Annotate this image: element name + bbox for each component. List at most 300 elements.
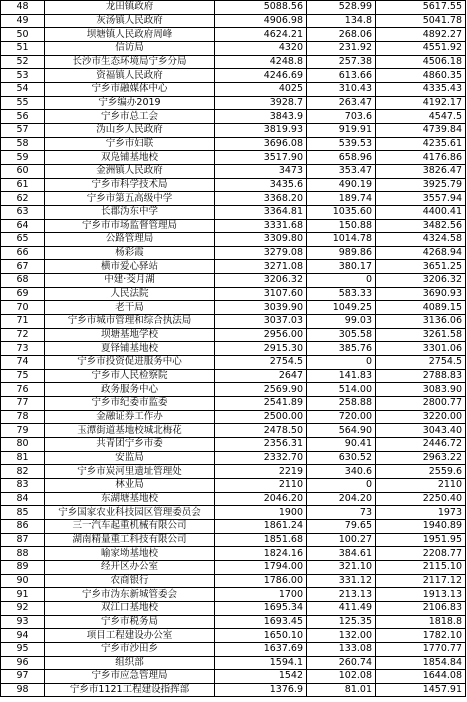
organization-name-cell: 宁乡市市场监督管理局 xyxy=(45,219,215,233)
amount-cell: 3039.90 xyxy=(215,301,307,315)
table-row xyxy=(1,219,466,233)
table-row xyxy=(1,656,466,670)
additional-amount-cell: 630.52 xyxy=(307,451,376,465)
total-cell: 4400.41 xyxy=(376,205,466,219)
additional-amount-cell: 380.17 xyxy=(307,260,376,274)
organization-name-cell: 宁乡市纪委市监委 xyxy=(45,397,215,411)
organization-name-cell: 夏铎铺基地校 xyxy=(45,342,215,356)
additional-amount-cell: 514.00 xyxy=(307,383,376,397)
organization-name-cell: 宁乡市人民检察院 xyxy=(45,369,215,383)
amount-cell: 2478.50 xyxy=(215,424,307,438)
amount-cell: 1637.69 xyxy=(215,642,307,656)
amount-cell: 3107.60 xyxy=(215,287,307,301)
amount-cell: 2569.90 xyxy=(215,383,307,397)
row-number-cell: 63 xyxy=(1,205,45,219)
amount-cell: 2500.00 xyxy=(215,410,307,424)
organization-name-cell: 组织部 xyxy=(45,656,215,670)
amount-cell: 3368.20 xyxy=(215,192,307,206)
amount-cell: 1594.1 xyxy=(215,656,307,670)
additional-amount-cell: 268.06 xyxy=(307,28,376,42)
row-number-cell: 88 xyxy=(1,547,45,561)
additional-amount-cell: 331.12 xyxy=(307,574,376,588)
total-cell: 3083.90 xyxy=(376,383,466,397)
organization-name-cell: 三一汽车起重机械有限公司 xyxy=(45,519,215,533)
amount-cell: 3928.7 xyxy=(215,96,307,110)
amount-cell: 1861.24 xyxy=(215,519,307,533)
amount-cell: 2046.20 xyxy=(215,492,307,506)
row-number-cell: 76 xyxy=(1,383,45,397)
table-row xyxy=(1,369,466,383)
table-row xyxy=(1,41,466,55)
organization-name-cell: 宁乡市应急管理局 xyxy=(45,670,215,684)
total-cell: 3651.25 xyxy=(376,260,466,274)
row-number-cell: 67 xyxy=(1,260,45,274)
organization-name-cell: 资福镇人民政府 xyxy=(45,69,215,83)
organization-name-cell: 东湖塘基地校 xyxy=(45,492,215,506)
organization-name-cell: 湖南精量重工科技有限公司 xyxy=(45,533,215,547)
additional-amount-cell: 490.19 xyxy=(307,178,376,192)
row-number-cell: 89 xyxy=(1,560,45,574)
additional-amount-cell: 263.47 xyxy=(307,96,376,110)
total-cell: 1782.10 xyxy=(376,629,466,643)
row-number-cell: 90 xyxy=(1,574,45,588)
total-cell: 1854.84 xyxy=(376,656,466,670)
total-cell: 3043.40 xyxy=(376,424,466,438)
total-cell: 3261.58 xyxy=(376,328,466,342)
amount-cell: 4246.69 xyxy=(215,69,307,83)
organization-name-cell: 宁乡市1121工程建设指挥部 xyxy=(45,683,215,697)
row-number-cell: 65 xyxy=(1,233,45,247)
table-row xyxy=(1,465,466,479)
row-number-cell: 55 xyxy=(1,96,45,110)
amount-cell: 1786.00 xyxy=(215,574,307,588)
organization-name-cell: 宁乡市沙田乡 xyxy=(45,642,215,656)
organization-name-cell: 沩山乡人民政府 xyxy=(45,123,215,137)
organization-name-cell: 双江口基地校 xyxy=(45,601,215,615)
amount-cell: 2332.70 xyxy=(215,451,307,465)
amount-cell: 3331.68 xyxy=(215,219,307,233)
total-cell: 4335.43 xyxy=(376,82,466,96)
total-cell: 2117.12 xyxy=(376,574,466,588)
table-row xyxy=(1,28,466,42)
additional-amount-cell: 720.00 xyxy=(307,410,376,424)
row-number-cell: 74 xyxy=(1,356,45,370)
additional-amount-cell: 1014.78 xyxy=(307,233,376,247)
table-row xyxy=(1,588,466,602)
organization-name-cell: 宁乡市城市管理和综合执法局 xyxy=(45,315,215,329)
organization-name-cell: 林业局 xyxy=(45,478,215,492)
amount-cell: 3037.03 xyxy=(215,315,307,329)
table-row xyxy=(1,233,466,247)
amount-cell: 3517.90 xyxy=(215,151,307,165)
additional-amount-cell: 385.76 xyxy=(307,342,376,356)
total-cell: 1951.95 xyxy=(376,533,466,547)
row-number-cell: 98 xyxy=(1,683,45,697)
row-number-cell: 96 xyxy=(1,656,45,670)
row-number-cell: 72 xyxy=(1,328,45,342)
additional-amount-cell: 90.41 xyxy=(307,438,376,452)
amount-cell: 1695.34 xyxy=(215,601,307,615)
row-number-cell: 71 xyxy=(1,315,45,329)
row-number-cell: 56 xyxy=(1,110,45,124)
table-row xyxy=(1,560,466,574)
total-cell: 3826.47 xyxy=(376,164,466,178)
additional-amount-cell: 0 xyxy=(307,478,376,492)
amount-cell: 2647 xyxy=(215,369,307,383)
organization-name-cell: 坝塘基地学校 xyxy=(45,328,215,342)
table-row xyxy=(1,164,466,178)
amount-cell: 4025 xyxy=(215,82,307,96)
additional-amount-cell: 189.74 xyxy=(307,192,376,206)
table-row xyxy=(1,397,466,411)
row-number-cell: 83 xyxy=(1,478,45,492)
additional-amount-cell: 81.01 xyxy=(307,683,376,697)
row-number-cell: 54 xyxy=(1,82,45,96)
table-row xyxy=(1,670,466,684)
amount-cell: 1376.9 xyxy=(215,683,307,697)
table-row xyxy=(1,123,466,137)
additional-amount-cell: 564.90 xyxy=(307,424,376,438)
additional-amount-cell: 134.8 xyxy=(307,14,376,28)
organization-name-cell: 坝塘镇人民政府周峰 xyxy=(45,28,215,42)
table-row xyxy=(1,629,466,643)
additional-amount-cell: 528.99 xyxy=(307,1,376,15)
amount-cell: 2219 xyxy=(215,465,307,479)
total-cell: 1973 xyxy=(376,506,466,520)
total-cell: 1940.89 xyxy=(376,519,466,533)
row-number-cell: 62 xyxy=(1,192,45,206)
additional-amount-cell: 79.65 xyxy=(307,519,376,533)
organization-name-cell: 共青团宁乡市委 xyxy=(45,438,215,452)
table-row xyxy=(1,451,466,465)
additional-amount-cell: 260.74 xyxy=(307,656,376,670)
additional-amount-cell: 258.88 xyxy=(307,397,376,411)
total-cell: 2800.77 xyxy=(376,397,466,411)
total-cell: 2446.72 xyxy=(376,438,466,452)
table-row xyxy=(1,274,466,288)
organization-name-cell: 宁乡市税务局 xyxy=(45,615,215,629)
table-body xyxy=(1,1,466,697)
total-cell: 3925.79 xyxy=(376,178,466,192)
additional-amount-cell: 613.66 xyxy=(307,69,376,83)
organization-name-cell: 人民法院 xyxy=(45,287,215,301)
row-number-cell: 79 xyxy=(1,424,45,438)
additional-amount-cell: 133.08 xyxy=(307,642,376,656)
organization-name-cell: 老干局 xyxy=(45,301,215,315)
total-cell: 5617.55 xyxy=(376,1,466,15)
organization-name-cell: 经开区办公室 xyxy=(45,560,215,574)
additional-amount-cell: 1035.60 xyxy=(307,205,376,219)
amount-cell: 1693.45 xyxy=(215,615,307,629)
row-number-cell: 75 xyxy=(1,369,45,383)
row-number-cell: 87 xyxy=(1,533,45,547)
organization-name-cell: 宁乡市总工会 xyxy=(45,110,215,124)
additional-amount-cell: 539.53 xyxy=(307,137,376,151)
amount-cell: 4906.98 xyxy=(215,14,307,28)
organization-name-cell: 项目工程建设办公室 xyxy=(45,629,215,643)
table-row xyxy=(1,615,466,629)
organization-name-cell: 安监局 xyxy=(45,451,215,465)
amount-cell: 4624.21 xyxy=(215,28,307,42)
table-row xyxy=(1,205,466,219)
table-row xyxy=(1,519,466,533)
amount-cell: 2915.30 xyxy=(215,342,307,356)
additional-amount-cell: 213.13 xyxy=(307,588,376,602)
additional-amount-cell: 132.00 xyxy=(307,629,376,643)
organization-name-cell: 宁乡编办2019 xyxy=(45,96,215,110)
row-number-cell: 66 xyxy=(1,246,45,260)
total-cell: 5041.78 xyxy=(376,14,466,28)
total-cell: 1457.91 xyxy=(376,683,466,697)
row-number-cell: 52 xyxy=(1,55,45,69)
additional-amount-cell: 100.27 xyxy=(307,533,376,547)
amount-cell: 2956.00 xyxy=(215,328,307,342)
organization-name-cell: 横市爱心驿站 xyxy=(45,260,215,274)
amount-cell: 3819.93 xyxy=(215,123,307,137)
row-number-cell: 85 xyxy=(1,506,45,520)
total-cell: 3301.06 xyxy=(376,342,466,356)
table-row xyxy=(1,137,466,151)
organization-name-cell: 宁乡市融媒体中心 xyxy=(45,82,215,96)
total-cell: 1644.08 xyxy=(376,670,466,684)
table-row xyxy=(1,438,466,452)
amount-cell: 2754.5 xyxy=(215,356,307,370)
total-cell: 4089.15 xyxy=(376,301,466,315)
table-row xyxy=(1,383,466,397)
total-cell: 2559.6 xyxy=(376,465,466,479)
additional-amount-cell: 340.6 xyxy=(307,465,376,479)
table-row xyxy=(1,410,466,424)
additional-amount-cell: 102.08 xyxy=(307,670,376,684)
total-cell: 4892.27 xyxy=(376,28,466,42)
row-number-cell: 93 xyxy=(1,615,45,629)
table-row xyxy=(1,328,466,342)
additional-amount-cell: 0 xyxy=(307,274,376,288)
row-number-cell: 64 xyxy=(1,219,45,233)
row-number-cell: 53 xyxy=(1,69,45,83)
organization-name-cell: 金洲镇人民政府 xyxy=(45,164,215,178)
amount-cell: 1542 xyxy=(215,670,307,684)
row-number-cell: 77 xyxy=(1,397,45,411)
table-row xyxy=(1,82,466,96)
row-number-cell: 82 xyxy=(1,465,45,479)
additional-amount-cell: 703.6 xyxy=(307,110,376,124)
amount-cell: 3364.81 xyxy=(215,205,307,219)
amount-cell: 1824.16 xyxy=(215,547,307,561)
total-cell: 4506.18 xyxy=(376,55,466,69)
row-number-cell: 50 xyxy=(1,28,45,42)
amount-cell: 2356.31 xyxy=(215,438,307,452)
total-cell: 2106.83 xyxy=(376,601,466,615)
total-cell: 2110 xyxy=(376,478,466,492)
additional-amount-cell: 310.43 xyxy=(307,82,376,96)
organization-name-cell: 信访局 xyxy=(45,41,215,55)
organization-name-cell: 宁乡市第五高级中学 xyxy=(45,192,215,206)
table-row xyxy=(1,492,466,506)
row-number-cell: 61 xyxy=(1,178,45,192)
table-row xyxy=(1,1,466,15)
additional-amount-cell: 141.83 xyxy=(307,369,376,383)
table-row xyxy=(1,260,466,274)
organization-name-cell: 中建·茭月湖 xyxy=(45,274,215,288)
table-row xyxy=(1,192,466,206)
row-number-cell: 81 xyxy=(1,451,45,465)
row-number-cell: 59 xyxy=(1,151,45,165)
amount-cell: 2541.89 xyxy=(215,397,307,411)
additional-amount-cell: 583.33 xyxy=(307,287,376,301)
row-number-cell: 91 xyxy=(1,588,45,602)
total-cell: 3557.94 xyxy=(376,192,466,206)
table-row xyxy=(1,642,466,656)
total-cell: 2788.83 xyxy=(376,369,466,383)
amount-cell: 3271.08 xyxy=(215,260,307,274)
organization-name-cell: 宁乡市投资促进服务中心 xyxy=(45,356,215,370)
additional-amount-cell: 99.03 xyxy=(307,315,376,329)
total-cell: 2963.22 xyxy=(376,451,466,465)
organization-name-cell: 长郡沩东中学 xyxy=(45,205,215,219)
row-number-cell: 48 xyxy=(1,1,45,15)
organization-name-cell: 长沙市生态环境局宁乡分局 xyxy=(45,55,215,69)
row-number-cell: 70 xyxy=(1,301,45,315)
additional-amount-cell: 658.96 xyxy=(307,151,376,165)
total-cell: 4739.84 xyxy=(376,123,466,137)
additional-amount-cell: 321.10 xyxy=(307,560,376,574)
additional-amount-cell: 919.91 xyxy=(307,123,376,137)
table-row xyxy=(1,315,466,329)
organization-name-cell: 宁乡市沩东新城管委会 xyxy=(45,588,215,602)
organization-name-cell: 公路管理局 xyxy=(45,233,215,247)
organization-name-cell: 杨彩霞 xyxy=(45,246,215,260)
amount-cell: 1700 xyxy=(215,588,307,602)
additional-amount-cell: 73 xyxy=(307,506,376,520)
table-row xyxy=(1,14,466,28)
total-cell: 3136.06 xyxy=(376,315,466,329)
total-cell: 1913.13 xyxy=(376,588,466,602)
row-number-cell: 57 xyxy=(1,123,45,137)
additional-amount-cell: 0 xyxy=(307,356,376,370)
row-number-cell: 80 xyxy=(1,438,45,452)
additional-amount-cell: 305.58 xyxy=(307,328,376,342)
additional-amount-cell: 1049.25 xyxy=(307,301,376,315)
total-cell: 3206.32 xyxy=(376,274,466,288)
organization-name-cell: 喻家坳基地校 xyxy=(45,547,215,561)
total-cell: 4176.86 xyxy=(376,151,466,165)
organization-name-cell: 农商银行 xyxy=(45,574,215,588)
additional-amount-cell: 231.92 xyxy=(307,41,376,55)
additional-amount-cell: 353.47 xyxy=(307,164,376,178)
row-number-cell: 95 xyxy=(1,642,45,656)
amount-cell: 4248.8 xyxy=(215,55,307,69)
table-row xyxy=(1,69,466,83)
row-number-cell: 78 xyxy=(1,410,45,424)
table-row xyxy=(1,356,466,370)
total-cell: 4547.5 xyxy=(376,110,466,124)
amount-cell: 3279.08 xyxy=(215,246,307,260)
amount-cell: 3309.80 xyxy=(215,233,307,247)
total-cell: 4192.17 xyxy=(376,96,466,110)
organization-name-cell: 宁乡市妇联 xyxy=(45,137,215,151)
row-number-cell: 94 xyxy=(1,629,45,643)
row-number-cell: 73 xyxy=(1,342,45,356)
row-number-cell: 68 xyxy=(1,274,45,288)
total-cell: 4324.58 xyxy=(376,233,466,247)
additional-amount-cell: 411.49 xyxy=(307,601,376,615)
row-number-cell: 60 xyxy=(1,164,45,178)
additional-amount-cell: 150.88 xyxy=(307,219,376,233)
organization-name-cell: 龙田镇政府 xyxy=(45,1,215,15)
total-cell: 2754.5 xyxy=(376,356,466,370)
organization-name-cell: 玉潭街道基地校城北梅花 xyxy=(45,424,215,438)
table-row xyxy=(1,478,466,492)
table-row xyxy=(1,683,466,697)
total-cell: 3482.56 xyxy=(376,219,466,233)
organization-name-cell: 双凫铺基地校 xyxy=(45,151,215,165)
row-number-cell: 49 xyxy=(1,14,45,28)
table-row xyxy=(1,301,466,315)
additional-amount-cell: 384.61 xyxy=(307,547,376,561)
table-row xyxy=(1,424,466,438)
total-cell: 3690.93 xyxy=(376,287,466,301)
amount-cell: 1650.10 xyxy=(215,629,307,643)
total-cell: 4235.61 xyxy=(376,137,466,151)
amount-cell: 3435.6 xyxy=(215,178,307,192)
table-row xyxy=(1,547,466,561)
organization-name-cell: 宁乡国家农业科技园区管理委员会 xyxy=(45,506,215,520)
row-number-cell: 84 xyxy=(1,492,45,506)
amount-cell: 1900 xyxy=(215,506,307,520)
amount-cell: 5088.56 xyxy=(215,1,307,15)
table-row xyxy=(1,533,466,547)
row-number-cell: 97 xyxy=(1,670,45,684)
table-row xyxy=(1,110,466,124)
total-cell: 1770.77 xyxy=(376,642,466,656)
organization-name-cell: 金融证券工作办 xyxy=(45,410,215,424)
table-row xyxy=(1,246,466,260)
total-cell: 2250.40 xyxy=(376,492,466,506)
total-cell: 2115.10 xyxy=(376,560,466,574)
total-cell: 2208.77 xyxy=(376,547,466,561)
additional-amount-cell: 257.38 xyxy=(307,55,376,69)
additional-amount-cell: 989.86 xyxy=(307,246,376,260)
table-row xyxy=(1,506,466,520)
amount-cell: 2110 xyxy=(215,478,307,492)
organization-name-cell: 政务服务中心 xyxy=(45,383,215,397)
amount-cell: 3843.9 xyxy=(215,110,307,124)
amount-cell: 3206.32 xyxy=(215,274,307,288)
organization-name-cell: 宁乡市科学技术局 xyxy=(45,178,215,192)
row-number-cell: 69 xyxy=(1,287,45,301)
table-row xyxy=(1,287,466,301)
amount-cell: 3473 xyxy=(215,164,307,178)
additional-amount-cell: 125.35 xyxy=(307,615,376,629)
amount-cell: 1851.68 xyxy=(215,533,307,547)
total-cell: 3220.00 xyxy=(376,410,466,424)
row-number-cell: 92 xyxy=(1,601,45,615)
table-row xyxy=(1,96,466,110)
additional-amount-cell: 204.20 xyxy=(307,492,376,506)
amount-cell: 1794.00 xyxy=(215,560,307,574)
table-row xyxy=(1,601,466,615)
amount-cell: 4320 xyxy=(215,41,307,55)
total-cell: 1818.8 xyxy=(376,615,466,629)
row-number-cell: 51 xyxy=(1,41,45,55)
organization-name-cell: 宁乡市炭河里遗址管理处 xyxy=(45,465,215,479)
row-number-cell: 86 xyxy=(1,519,45,533)
table-row xyxy=(1,55,466,69)
table-row xyxy=(1,342,466,356)
table-row xyxy=(1,178,466,192)
table-row xyxy=(1,151,466,165)
